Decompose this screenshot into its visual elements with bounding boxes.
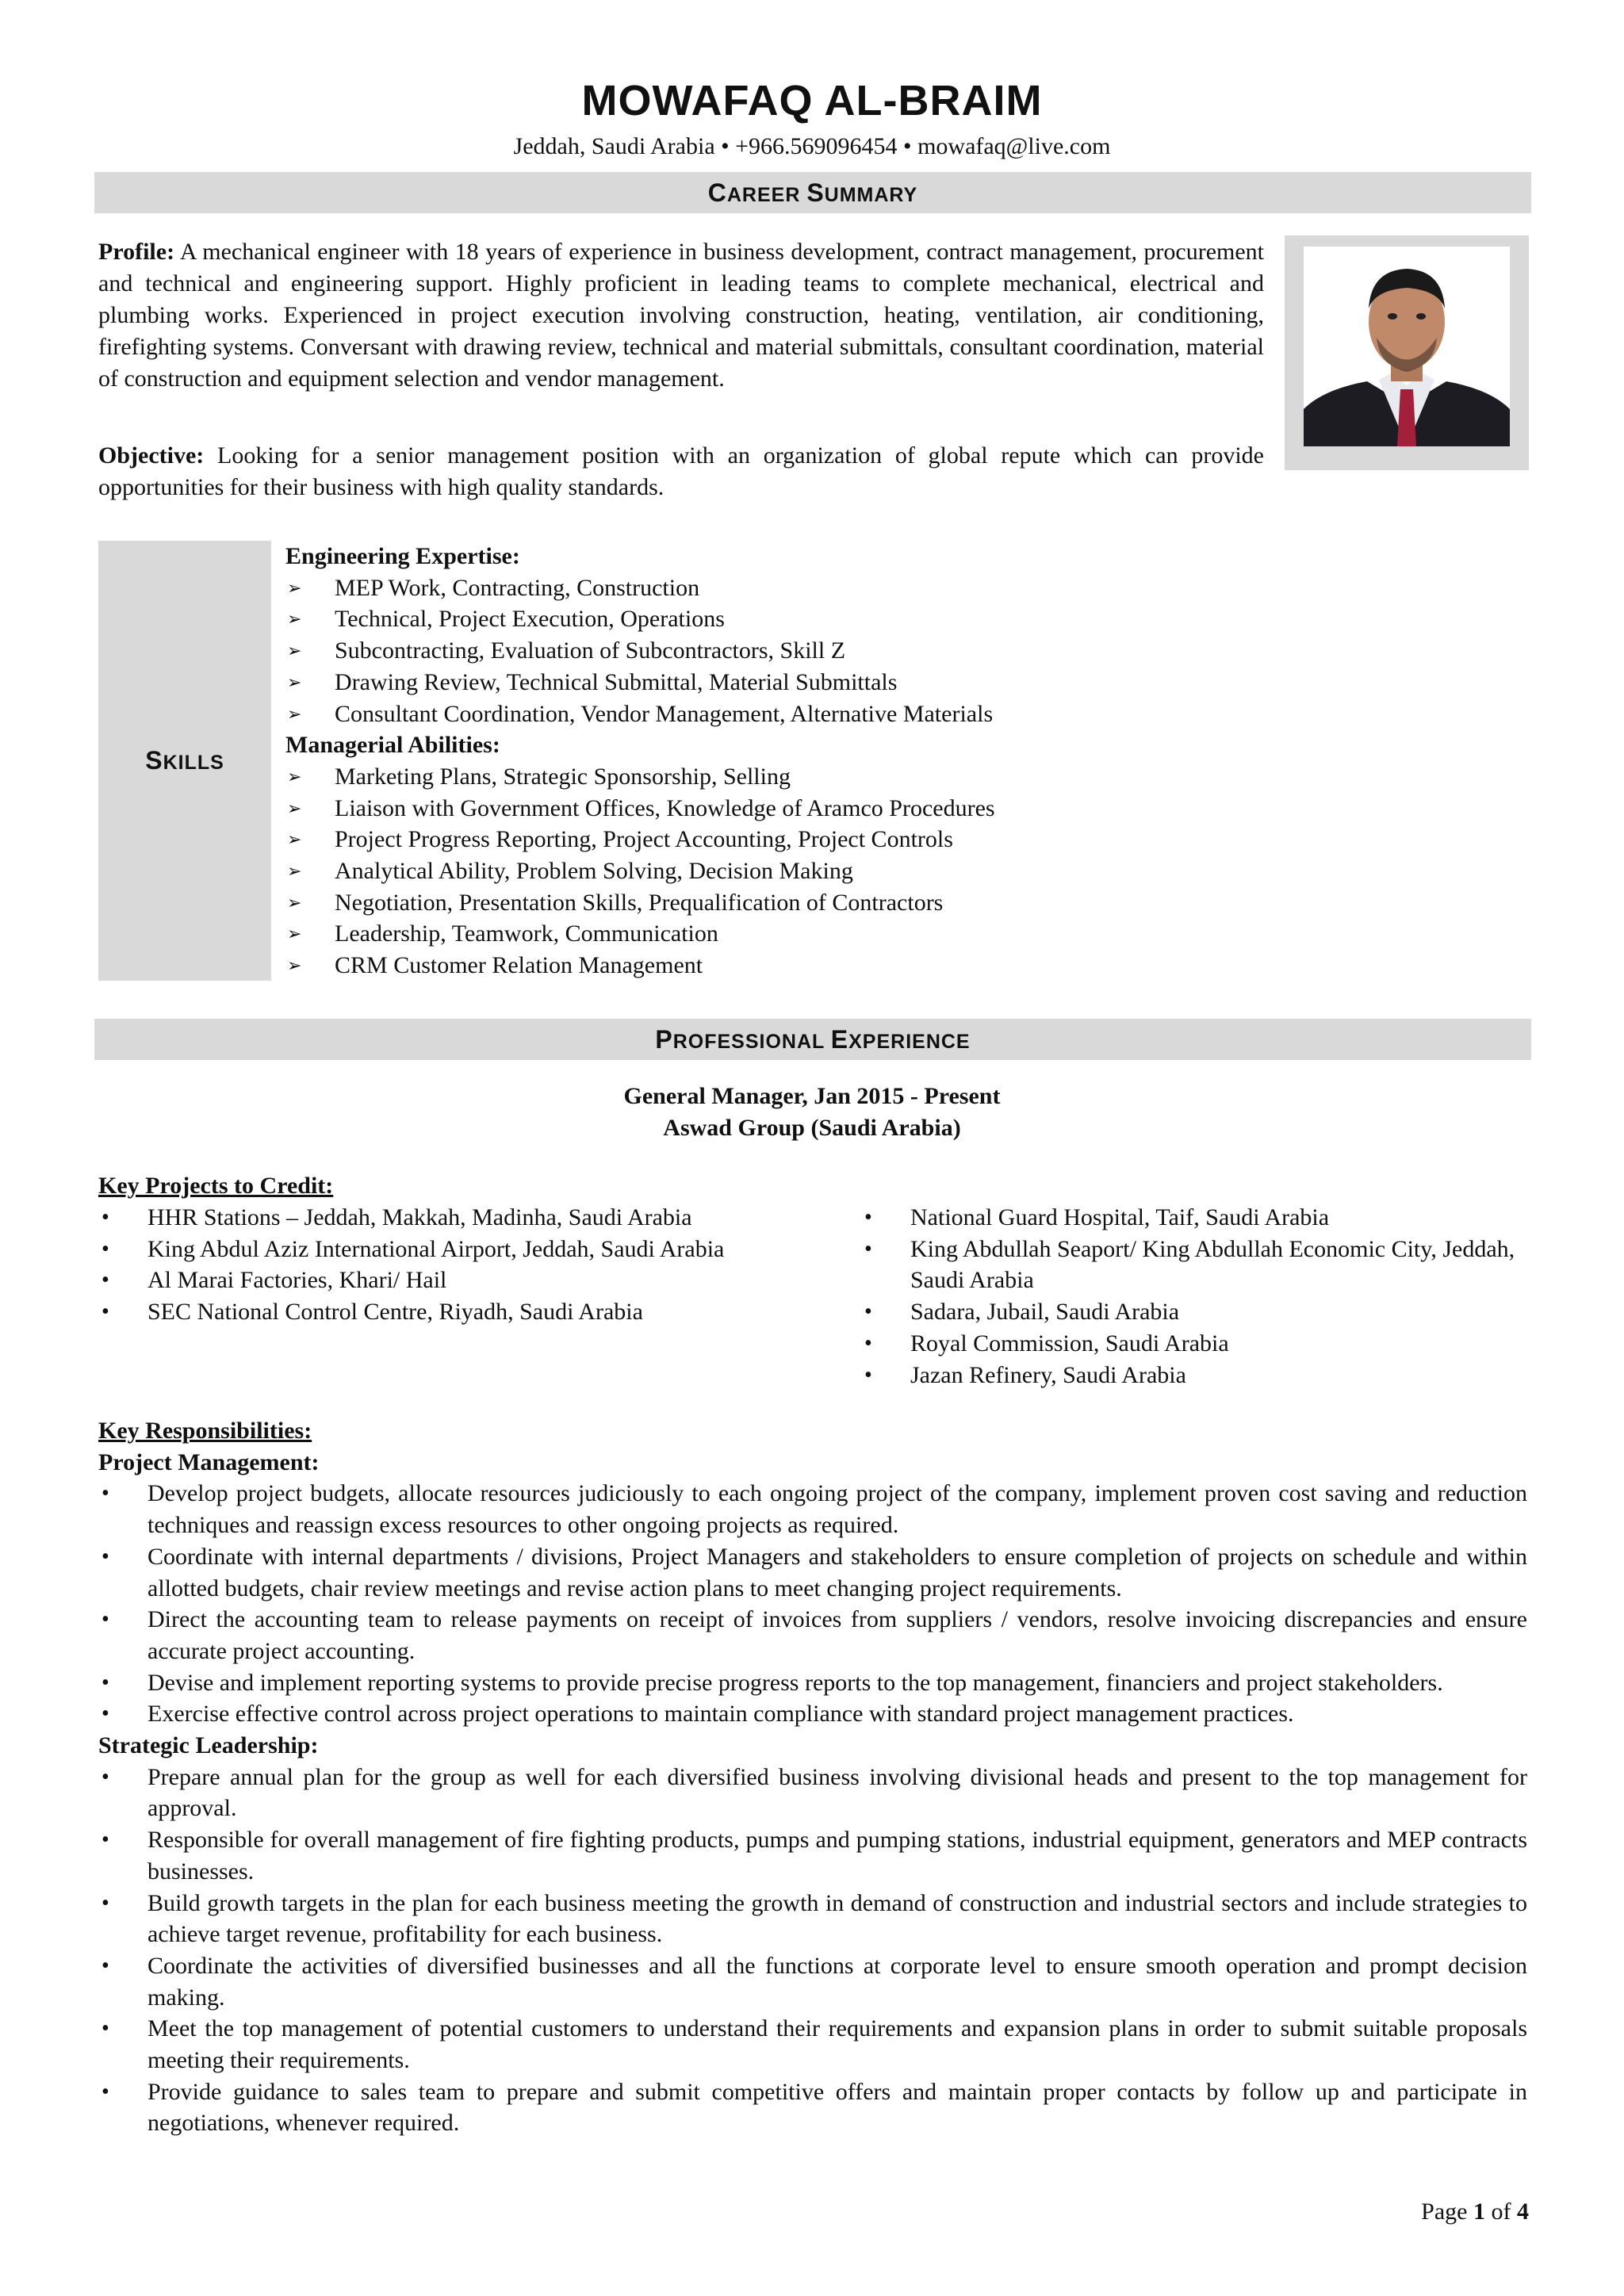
skill-item xyxy=(285,950,1158,982)
skill-item xyxy=(285,824,1158,855)
contact-line: Jeddah, Saudi Arabia • +966.569096454 • mowafaq@live.com xyxy=(513,133,1111,159)
bullet-icon: • xyxy=(102,1299,109,1325)
key-projects-heading: Key Projects to Credit: xyxy=(98,1173,334,1199)
skill-item-text: Technical, Project Execution, Operations xyxy=(335,606,725,633)
arrow-bullet-icon: ➢ xyxy=(287,766,302,786)
skill-item-text: Negotiation, Presentation Skills, Prequalification of Contractors xyxy=(335,889,944,916)
arrow-bullet-icon: ➢ xyxy=(287,609,302,629)
arrow-bullet-icon: ➢ xyxy=(287,703,302,724)
bullet-icon: • xyxy=(864,1330,872,1356)
bullet-icon: • xyxy=(102,1764,109,1789)
profile-label: Profile: xyxy=(98,239,175,265)
arrow-bullet-icon: ➢ xyxy=(287,577,302,598)
bullet-icon: • xyxy=(102,1236,109,1261)
arrow-bullet-icon: ➢ xyxy=(287,861,302,882)
bullet-icon: • xyxy=(102,1268,109,1293)
bullet-icon: • xyxy=(864,1205,872,1230)
skills-label-box: SKILLS xyxy=(98,541,271,981)
skills-list xyxy=(285,541,1158,982)
project-item xyxy=(861,1296,1527,1328)
project-item-text: National Guard Hospital, Taif, Saudi Arabia xyxy=(910,1204,1330,1230)
project-item xyxy=(98,1202,764,1234)
responsibility-item xyxy=(98,1478,1527,1540)
responsibility-item-text: Develop project budgets, allocate resources judiciously to each ongoing project of the company, implement proven cost saving and reduction techniques and reassign excess resources to other ongoing projects as required. xyxy=(147,1480,1527,1539)
strategic-leadership-heading: Strategic Leadership: xyxy=(98,1732,319,1759)
bullet-icon: • xyxy=(102,1827,109,1853)
job-company: Aswad Group (Saudi Arabia) xyxy=(663,1115,961,1141)
skill-item xyxy=(285,698,1158,730)
project-item-text: Sadara, Jubail, Saudi Arabia xyxy=(910,1299,1180,1326)
page-number: Page 1 of 4 xyxy=(1421,2198,1529,2225)
responsibility-item-text: Meet the top management of potential customers to understand their requirements and expansion plans in order to submit suitable proposals meeting their requirements. xyxy=(147,2015,1527,2074)
skill-item-text: Drawing Review, Technical Submittal, Material Submittals xyxy=(335,668,898,695)
responsibility-item-text: Direct the accounting team to release payments on receipt of invoices from suppliers / vendors, resolve invoicing discrepancies and ensure accurate project accounting. xyxy=(147,1606,1527,1664)
objective-paragraph xyxy=(98,440,1264,503)
bullet-icon: • xyxy=(102,1953,109,1978)
arrow-bullet-icon: ➢ xyxy=(287,641,302,661)
responsibility-item-text: Provide guidance to sales team to prepare and submit competitive offers and maintain proper contacts by follow up and participate in negotiations, whenever required. xyxy=(147,2078,1527,2137)
key-responsibilities-heading: Key Responsibilities: xyxy=(98,1418,312,1444)
bullet-icon: • xyxy=(864,1236,872,1261)
objective-label: Objective: xyxy=(98,442,205,469)
responsibility-item-text: Responsible for overall management of fire fighting products, pumps and pumping stations, industrial equipment, generators and MEP contracts businesses. xyxy=(147,1827,1527,1885)
skill-item-text: MEP Work, Contracting, Construction xyxy=(335,574,700,601)
arrow-bullet-icon: ➢ xyxy=(287,672,302,692)
responsibility-item xyxy=(98,2013,1527,2076)
skill-item-text: Subcontracting, Evaluation of Subcontractors, Skill Z xyxy=(335,637,846,664)
project-management-list xyxy=(98,1478,1527,1730)
project-item-text: Royal Commission, Saudi Arabia xyxy=(910,1330,1229,1357)
responsibility-item-text: Build growth targets in the plan for each business meeting the growth in demand of construction and industrial sectors and include strategies to achieve target revenue, profitability for each business. xyxy=(147,1889,1527,1948)
photo-frame xyxy=(1285,235,1529,470)
skill-item xyxy=(285,793,1158,825)
bullet-icon: • xyxy=(102,1205,109,1230)
arrow-bullet-icon: ➢ xyxy=(287,798,302,818)
bullet-icon: • xyxy=(864,1362,872,1387)
skill-item xyxy=(285,667,1158,698)
skill-item xyxy=(285,918,1158,950)
project-item-text: Al Marai Factories, Khari/ Hail xyxy=(147,1267,447,1294)
skill-item xyxy=(285,603,1158,635)
arrow-bullet-icon: ➢ xyxy=(287,892,302,913)
responsibility-item xyxy=(98,1667,1527,1699)
bullet-icon: • xyxy=(102,1607,109,1632)
profile-photo xyxy=(1304,247,1510,446)
project-item xyxy=(98,1296,764,1328)
arrow-bullet-icon: ➢ xyxy=(287,829,302,850)
project-management-heading: Project Management: xyxy=(98,1448,320,1475)
strategic-leadership-list xyxy=(98,1762,1527,2139)
project-item xyxy=(98,1234,764,1265)
responsibility-item xyxy=(98,1950,1527,2013)
skill-item-text: Consultant Coordination, Vendor Management, Alternative Materials xyxy=(335,700,994,727)
skill-item xyxy=(285,572,1158,604)
professional-experience-heading: PROFESSIONAL EXPERIENCE xyxy=(94,1019,1531,1060)
skill-item xyxy=(285,855,1158,887)
bullet-icon: • xyxy=(102,1890,109,1915)
skill-item-text: Project Progress Reporting, Project Accounting, Project Controls xyxy=(335,826,953,853)
project-item xyxy=(861,1360,1527,1391)
managerial-abilities-heading: Managerial Abilities: xyxy=(285,732,500,759)
responsibilities-section xyxy=(98,1415,1527,2139)
projects-left-column xyxy=(98,1202,764,1328)
project-item xyxy=(861,1234,1527,1296)
skill-item-text: CRM Customer Relation Management xyxy=(335,952,703,979)
bullet-icon: • xyxy=(102,1544,109,1569)
engineering-expertise-heading: Engineering Expertise: xyxy=(285,543,520,569)
project-item xyxy=(861,1202,1527,1234)
project-item-text: King Abdul Aziz International Airport, Jeddah, Saudi Arabia xyxy=(147,1235,725,1262)
profile-text: A mechanical engineer with 18 years of experience in business development, contract management, procurement and technical and engineering support. Highly proficient in leading teams to complete mechanical, electrical and plumbing works. Experienced in project execution involving construction, heating, ventilation, air conditioning, firefighting systems. Conversant with drawing review, technical and material submittals, consultant coordination, material of construction and equipment selection and vendor management. xyxy=(98,239,1264,392)
skill-item xyxy=(285,887,1158,919)
project-item xyxy=(861,1328,1527,1360)
skill-item-text: Marketing Plans, Strategic Sponsorship, Selling xyxy=(335,763,791,790)
skill-item xyxy=(285,635,1158,667)
skill-item-text: Liaison with Government Offices, Knowledge of Aramco Procedures xyxy=(335,794,995,821)
profile-paragraph xyxy=(98,236,1264,395)
project-item xyxy=(98,1265,764,1296)
project-item-text: King Abdullah Seaport/ King Abdullah Economic City, Jeddah, Saudi Arabia xyxy=(910,1235,1515,1294)
bullet-icon: • xyxy=(102,1481,109,1506)
responsibility-item xyxy=(98,1762,1527,1824)
skill-item-text: Leadership, Teamwork, Communication xyxy=(335,920,718,947)
arrow-bullet-icon: ➢ xyxy=(287,955,302,976)
responsibility-item xyxy=(98,1698,1527,1730)
managerial-abilities-list xyxy=(285,761,1158,982)
responsibility-item xyxy=(98,1824,1527,1887)
responsibility-item xyxy=(98,1888,1527,1950)
skill-item xyxy=(285,761,1158,793)
responsibility-item-text: Prepare annual plan for the group as well for each diversified business involving divisional heads and present to the top management for approval. xyxy=(147,1763,1527,1822)
responsibility-item-text: Coordinate with internal departments / divisions, Project Managers and stakeholders to ensure completion of projects on schedule and within allotted budgets, chair review meetings and revise action plans to meet changing project requirements. xyxy=(147,1543,1527,1601)
arrow-bullet-icon: ➢ xyxy=(287,924,302,944)
project-item-text: SEC National Control Centre, Riyadh, Saudi Arabia xyxy=(147,1299,643,1326)
bullet-icon: • xyxy=(102,2016,109,2042)
responsibility-item xyxy=(98,2076,1527,2139)
engineering-expertise-list xyxy=(285,572,1158,730)
responsibility-item-text: Devise and implement reporting systems to provide precise progress reports to the top management, financiers and project stakeholders. xyxy=(147,1669,1443,1696)
portrait-illustration xyxy=(1304,247,1510,446)
bullet-icon: • xyxy=(102,1670,109,1695)
career-summary-heading: CAREER SUMMARY xyxy=(94,172,1531,213)
bullet-icon: • xyxy=(864,1299,872,1325)
bullet-icon: • xyxy=(102,2079,109,2104)
responsibility-item xyxy=(98,1604,1527,1667)
projects-right-column xyxy=(861,1202,1527,1391)
responsibility-item-text: Exercise effective control across project operations to maintain compliance with standard project management practices. xyxy=(147,1701,1294,1728)
skill-item-text: Analytical Ability, Problem Solving, Decision Making xyxy=(335,858,853,885)
project-item-text: HHR Stations – Jeddah, Makkah, Madinha, Saudi Arabia xyxy=(147,1204,692,1230)
objective-text: Looking for a senior management position with an organization of global repute which can provide opportunities for their business with high quality standards. xyxy=(98,442,1264,500)
responsibility-item xyxy=(98,1541,1527,1604)
job-title: General Manager, Jan 2015 - Present xyxy=(623,1083,1001,1109)
responsibility-item-text: Coordinate the activities of diversified businesses and all the functions at corporate level to ensure smooth operation and prompt decision making. xyxy=(147,1952,1527,2011)
project-item-text: Jazan Refinery, Saudi Arabia xyxy=(910,1361,1186,1388)
bullet-icon: • xyxy=(102,1701,109,1727)
candidate-name: MOWAFAQ AL-BRAIM xyxy=(581,77,1043,124)
